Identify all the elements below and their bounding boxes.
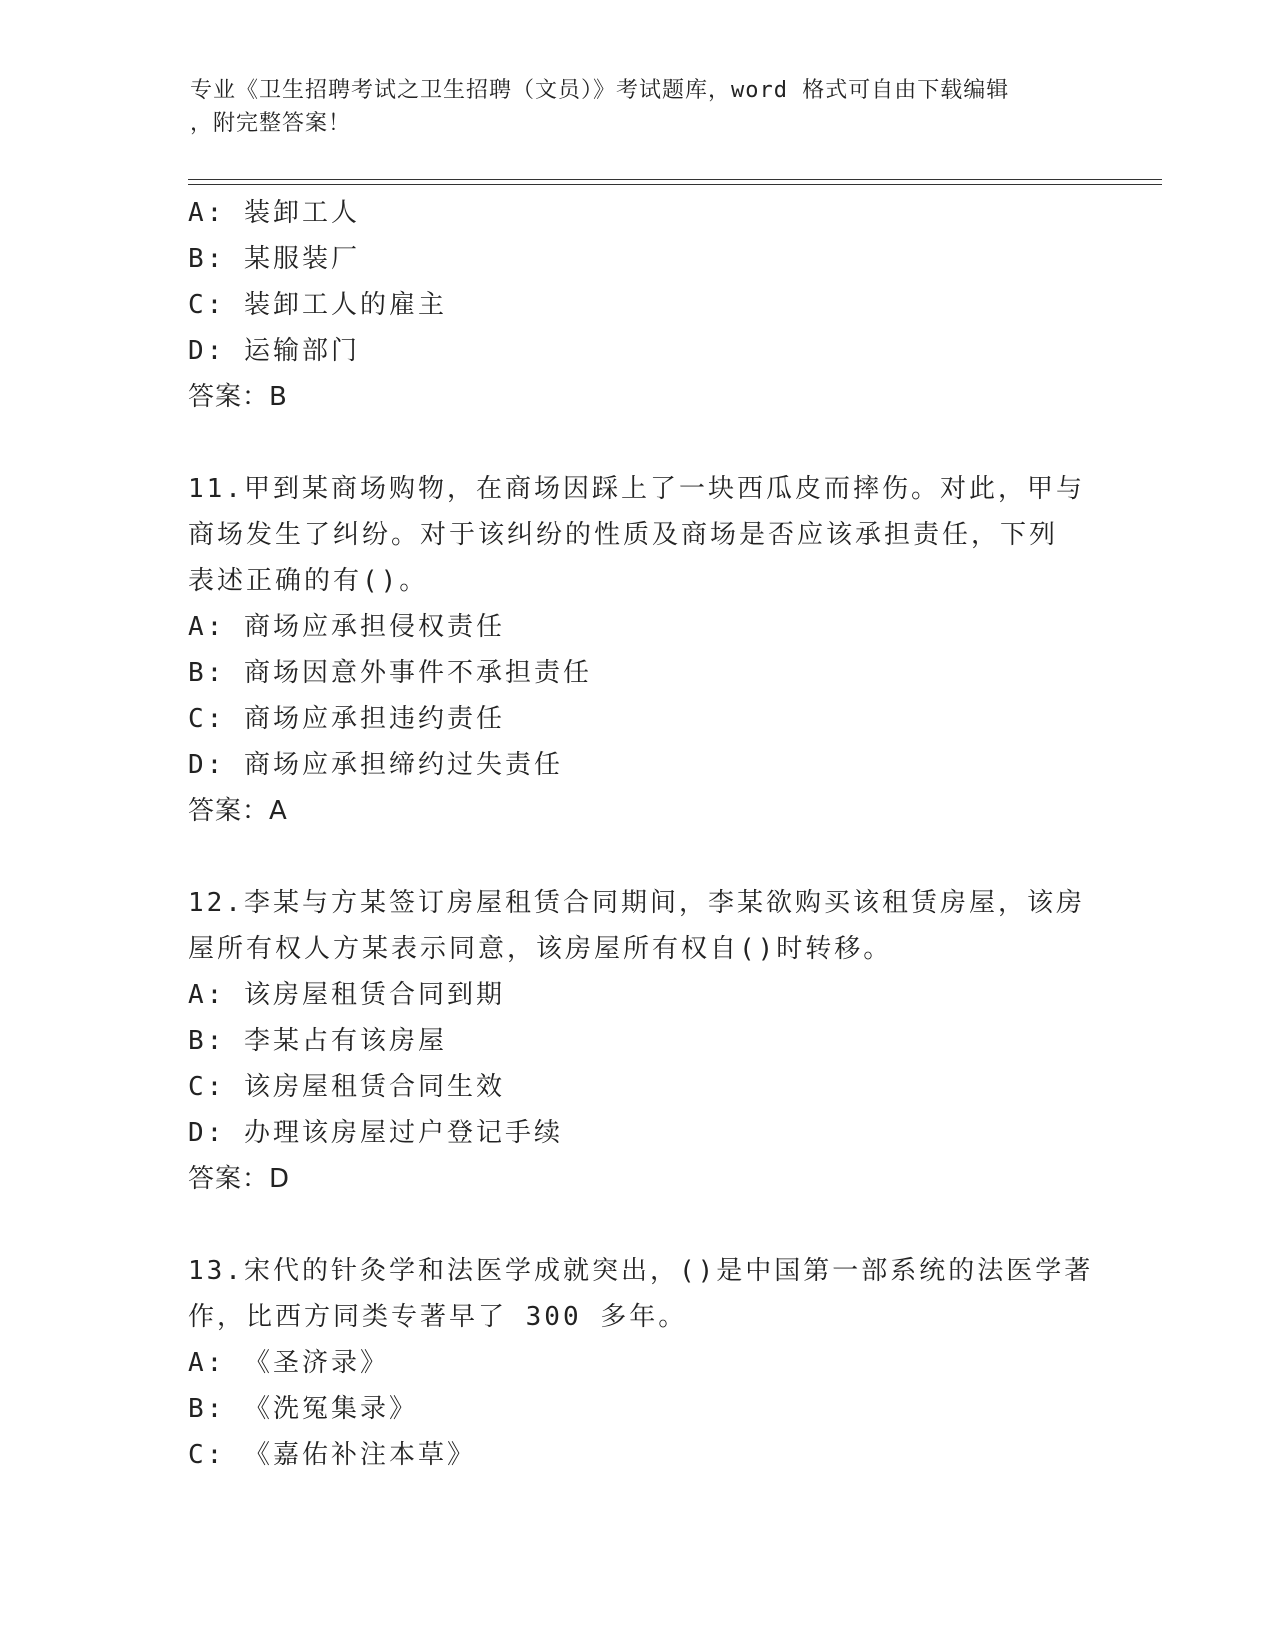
option-b: B: 李某占有该房屋 xyxy=(188,1026,447,1056)
spacer xyxy=(188,834,1088,880)
question-text-line: 12.李某与方某签订房屋租赁合同期间，李某欲购买该租赁房屋，该房 xyxy=(188,888,1085,918)
question-13 xyxy=(188,1248,1094,1478)
option-c: C: 装卸工人的雇主 xyxy=(188,290,447,320)
option-d: D: 办理该房屋过户登记手续 xyxy=(188,1118,563,1148)
option-a: A: 商场应承担侵权责任 xyxy=(188,612,505,642)
question-12 xyxy=(188,880,1088,1202)
question-text-line: 13.宋代的针灸学和法医学成就突出，()是中国第一部系统的法医学著 xyxy=(188,1256,1094,1286)
option-b: B: 商场因意外事件不承担责任 xyxy=(188,658,592,688)
option-a: A: 《圣济录》 xyxy=(188,1348,389,1378)
answer-line: 答案：D xyxy=(188,1164,291,1194)
answer-line: 答案：A xyxy=(188,796,288,826)
option-c: C: 《嘉佑补注本草》 xyxy=(188,1440,476,1470)
question-text-line: 屋所有权人方某表示同意，该房屋所有权自()时转移。 xyxy=(188,934,893,964)
question-text-line: 商场发生了纠纷。对于该纠纷的性质及商场是否应该承担责任，下列 xyxy=(188,520,1059,550)
option-d: D: 商场应承担缔约过失责任 xyxy=(188,750,563,780)
option-d: D: 运输部门 xyxy=(188,336,360,366)
spacer xyxy=(188,420,1088,466)
question-11 xyxy=(188,466,1088,834)
header-line-2: ，附完整答案！ xyxy=(190,111,352,136)
option-a: A: 装卸工人 xyxy=(188,198,360,228)
header-divider-top xyxy=(188,179,1162,180)
document-header xyxy=(190,74,1070,140)
option-c: C: 该房屋租赁合同生效 xyxy=(188,1072,505,1102)
question-10 xyxy=(188,190,1088,420)
option-b: B: 某服装厂 xyxy=(188,244,360,274)
spacer xyxy=(188,1202,1088,1248)
question-list xyxy=(188,190,1094,1478)
option-c: C: 商场应承担违约责任 xyxy=(188,704,505,734)
option-a: A: 该房屋租赁合同到期 xyxy=(188,980,505,1010)
question-text-line: 表述正确的有()。 xyxy=(188,566,429,596)
answer-line: 答案：B xyxy=(188,382,288,412)
header-line-1: 专业《卫生招聘考试之卫生招聘（文员）》考试题库，word 格式可自由下载编辑 xyxy=(190,78,1010,103)
option-b: B: 《洗冤集录》 xyxy=(188,1394,418,1424)
header-divider-bottom xyxy=(188,184,1162,185)
question-text-line: 作，比西方同类专著早了 300 多年。 xyxy=(188,1302,688,1332)
question-text-line: 11.甲到某商场购物，在商场因踩上了一块西瓜皮而摔伤。对此，甲与 xyxy=(188,474,1085,504)
